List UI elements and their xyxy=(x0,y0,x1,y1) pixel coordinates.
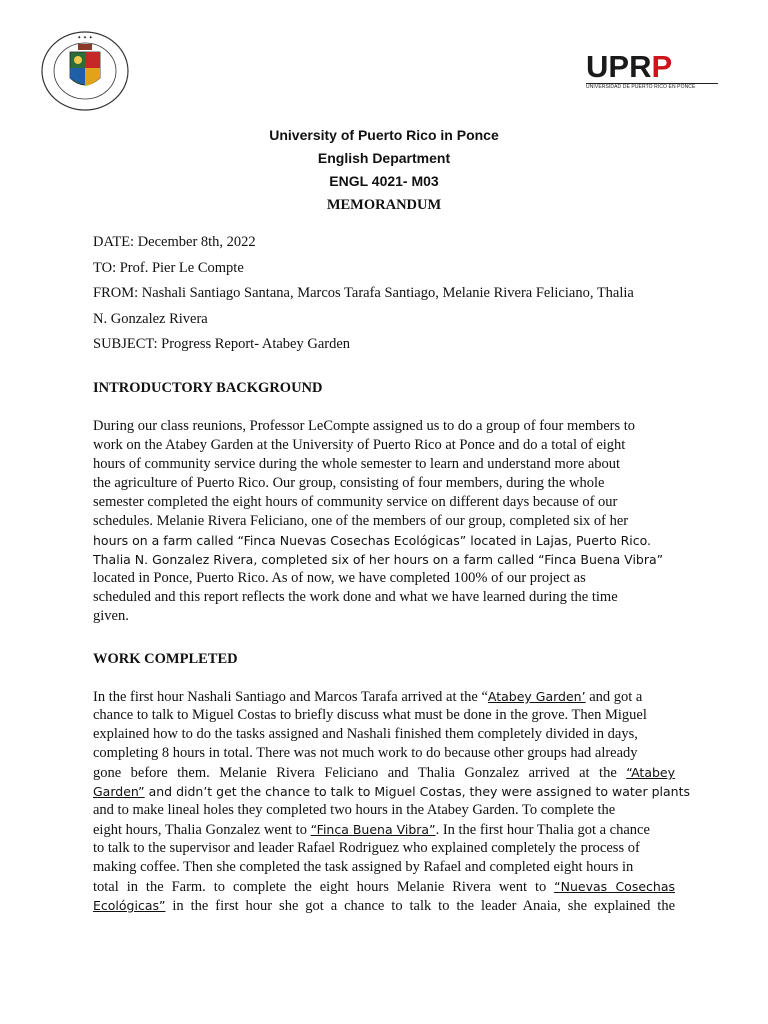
work-line: eight hours, Thalia Gonzalez went to “Finca Buena Vibra”. In the first hour Thalia got a chance xyxy=(93,822,650,838)
intro-line: Thalia N. Gonzalez Rivera, completed six of her hours on a farm called “Finca Buena Vibra” xyxy=(93,552,664,567)
intro-line: scheduled and this report reflects the work done and what we have learned during the time xyxy=(93,589,618,605)
work-line: gone before them. Melanie Rivera Feliciano and Thalia Gonzalez arrived at the “Atabey xyxy=(93,765,675,781)
uprp-logo xyxy=(586,49,718,90)
intro-line: semester completed the eight hours of community service on different days because of our xyxy=(93,494,618,510)
work-line: completing 8 hours in total. There was not much work to do because other groups had already xyxy=(93,745,638,761)
work-line: Ecológicas” in the first hour she got a chance to talk to the leader Anaia, she explained the xyxy=(93,898,676,914)
intro-line: the agriculture of Puerto Rico. Our group, consisting of four members, during the whole xyxy=(93,475,605,491)
intro-line: During our class reunions, Professor LeCompte assigned us to do a group of four members to xyxy=(93,418,636,434)
intro-paragraph xyxy=(93,417,675,626)
intro-line: located in Ponce, Puerto Rico. As of now, we have completed 100% of our project as xyxy=(93,570,586,586)
work-line: making coffee. Then she completed the task assigned by Rafael and completed eight hours in xyxy=(93,859,634,875)
intro-line: given. xyxy=(93,608,129,624)
memo-title: MEMORANDUM xyxy=(326,197,442,213)
work-line: explained how to do the tasks assigned and Nashali finished them completely divided in days, xyxy=(93,726,638,742)
svg-text:✦ ✦ ✦: ✦ ✦ ✦ xyxy=(77,35,93,41)
intro-heading: INTRODUCTORY BACKGROUND xyxy=(93,380,323,396)
work-line: total in the Farm. to complete the eight hours Melanie Rivera went to “Nuevas Cosechas xyxy=(93,879,675,895)
intro-line: hours on a farm called “Finca Nuevas Cosechas Ecológicas” located in Lajas, Puerto Rico. xyxy=(93,533,652,548)
uprp-subtitle: UNIVERSIDAD DE PUERTO RICO EN PONCE xyxy=(586,83,718,92)
memo-from-line-1: FROM: Nashali Santiago Santana, Marcos Tarafa Santiago, Melanie Rivera Feliciano, Thalia xyxy=(93,285,634,301)
work-heading: WORK COMPLETED xyxy=(93,651,238,667)
uprp-wordmark: UPRP xyxy=(586,49,673,84)
university-seal-logo xyxy=(40,30,130,112)
intro-line: hours of community service during the whole semester to learn and understand more about xyxy=(93,456,621,472)
work-line: Garden” and didn’t get the chance to talk to Miguel Costas, they were assigned to water plants xyxy=(93,784,690,799)
memo-subject: SUBJECT: Progress Report- Atabey Garden xyxy=(93,336,351,352)
university-name: University of Puerto Rico in Ponce xyxy=(269,127,499,143)
course-code: ENGL 4021- M03 xyxy=(329,173,439,189)
work-line: to talk to the supervisor and leader Rafael Rodriguez who explained completely the process of xyxy=(93,840,640,856)
department-name: English Department xyxy=(317,150,451,166)
memo-date: DATE: December 8th, 2022 xyxy=(93,234,256,250)
atabey-garden-link: Atabey Garden’ xyxy=(487,689,586,704)
work-paragraph xyxy=(93,687,690,915)
intro-line: schedules. Melanie Rivera Feliciano, one of the members of our group, completed six of her xyxy=(93,513,629,529)
memo-to: TO: Prof. Pier Le Compte xyxy=(93,260,244,276)
work-line: chance to talk to Miguel Costas to briefly discuss what must be done in the grove. Then Miguel xyxy=(93,707,647,723)
work-line: In the first hour Nashali Santiago and Marcos Tarafa arrived at the “Atabey Garden’ and got a xyxy=(93,689,643,705)
intro-line: work on the Atabey Garden at the University of Puerto Rico at Ponce and do a total of eight xyxy=(93,437,626,453)
memo-from-line-2: N. Gonzalez Rivera xyxy=(93,311,208,327)
work-line: and to make lineal holes they completed two hours in the Atabey Garden. To complete the xyxy=(93,802,616,818)
